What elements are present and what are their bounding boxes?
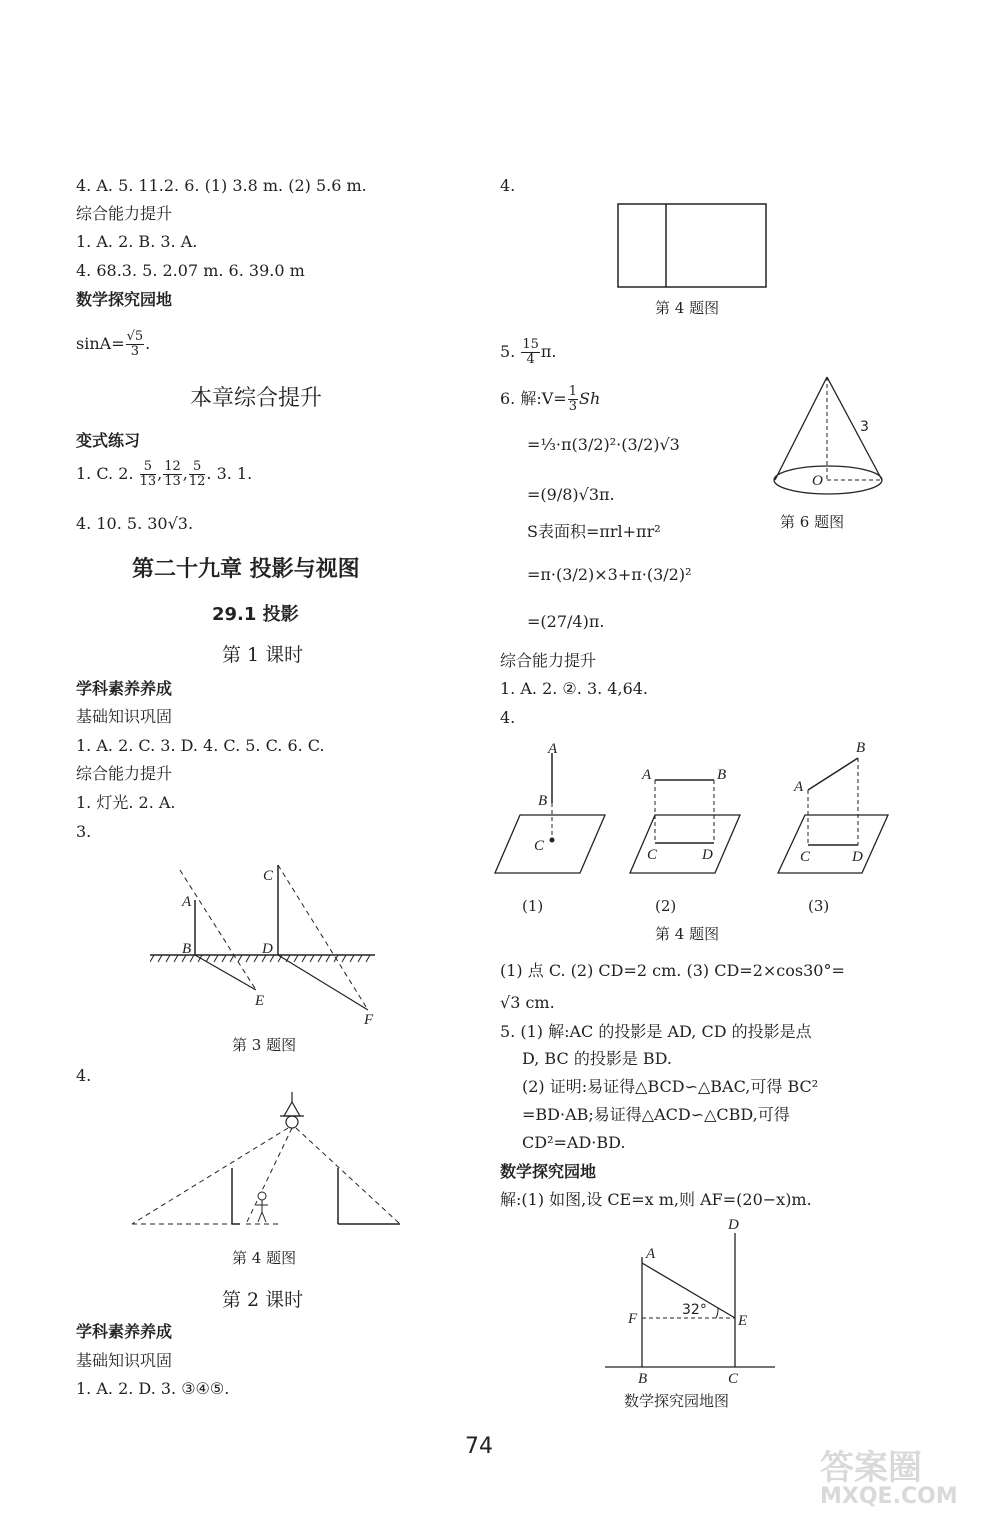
projection-figures <box>490 735 890 885</box>
sub-figure-label: (2) <box>655 897 677 915</box>
answer-line: 1. A. 2. ②. 3. 4,64. <box>500 679 649 698</box>
svg-text:C: C <box>800 849 811 865</box>
svg-text:C: C <box>534 838 545 854</box>
watermark-logo: 答案圈 <box>820 1448 922 1488</box>
answer-line: =BD·AB;易证得△ACD∽△CBD,可得 <box>522 1105 790 1124</box>
formula-step: =(27/4)π. <box>527 612 605 631</box>
svg-text:E: E <box>738 1313 748 1329</box>
formula-lhs: sinA= <box>76 334 125 353</box>
answer-line: 5. (1) 解:AC 的投影是 AD, CD 的投影是点 <box>500 1022 812 1041</box>
formula-step: =⅓·π(3/2)²·(3/2)√3 <box>527 435 680 454</box>
answer-line: 1. A. 2. D. 3. ③④⑤. <box>76 1379 230 1398</box>
svg-text:E: E <box>255 993 265 1009</box>
svg-text:C: C <box>263 868 274 884</box>
answer-line: 5. $\frac{15}{4}$ π. <box>500 337 557 367</box>
lamp-shadow-diagram <box>128 1092 408 1232</box>
figure-caption: 数学探究园地图 <box>624 1392 730 1410</box>
section-title: 29.1 投影 <box>212 604 299 625</box>
answer-line: 4. 10. 5. 30√3. <box>76 514 194 533</box>
sub-figure-label: (3) <box>808 897 830 915</box>
svg-text:D: D <box>702 847 713 863</box>
svg-text:D: D <box>262 941 273 957</box>
svg-text:C: C <box>728 1371 739 1385</box>
cone-center-label: O <box>812 473 823 489</box>
figure-caption: 第 3 题图 <box>232 1036 297 1054</box>
answer-line: 1. 灯光. 2. A. <box>76 793 176 812</box>
answer-line: 4. <box>76 1066 92 1085</box>
figure-caption: 第 4 题图 <box>232 1249 297 1267</box>
subsection-label: 综合能力提升 <box>76 764 173 783</box>
answer-line: 4. A. 5. 11.2. 6. (1) 3.8 m. (2) 5.6 m. <box>76 176 367 195</box>
svg-text:B: B <box>538 793 548 809</box>
figure-caption: 第 6 题图 <box>780 513 845 531</box>
svg-text:F: F <box>628 1311 638 1327</box>
chapter-summary-title: 本章综合提升 <box>190 386 323 411</box>
section-label: 变式练习 <box>76 431 141 450</box>
view-rectangle-figure <box>616 202 770 292</box>
answer-line: D, BC 的投影是 BD. <box>522 1049 673 1068</box>
subsection-label: 基础知识巩固 <box>76 1351 173 1370</box>
lesson-title: 第 2 课时 <box>222 1289 304 1311</box>
svg-text:B: B <box>717 767 727 783</box>
answer-line: (2) 证明:易证得△BCD∽△BAC,可得 BC² <box>522 1077 819 1096</box>
answer-line: (1) 点 C. (2) CD=2 cm. (3) CD=2×cos30°= <box>500 961 845 980</box>
section-label: 数学探究园地 <box>76 290 173 309</box>
svg-text:F: F <box>364 1012 374 1028</box>
svg-text:B: B <box>182 941 192 957</box>
lesson-title: 第 1 课时 <box>222 644 304 666</box>
svg-text:A: A <box>642 767 652 783</box>
sub-figure-label: (1) <box>522 897 544 915</box>
answer-line: 解:(1) 如图,设 CE=x m,则 AF=(20−x)m. <box>500 1190 812 1209</box>
section-label: 数学探究园地 <box>500 1162 597 1181</box>
cone-figure <box>770 372 890 502</box>
svg-text:B: B <box>856 740 866 756</box>
chapter-title: 第二十九章 投影与视图 <box>132 557 360 582</box>
formula-step: =(9/8)√3π. <box>527 485 615 504</box>
answer-line: 6. 解:V= $\frac{1}{3}$ Sh <box>500 384 601 414</box>
fraction: $\frac{√5}{3}$ <box>126 329 144 359</box>
watermark-url: MXQE.COM <box>820 1484 958 1509</box>
formula-step: =π·(3/2)×3+π·(3/2)² <box>527 565 692 584</box>
formula-step: S表面积=πrl+πr² <box>527 522 661 541</box>
svg-text:A: A <box>548 741 558 757</box>
subsection-label: 基础知识巩固 <box>76 707 173 726</box>
answer-line: 3. <box>76 822 92 841</box>
svg-text:A: A <box>646 1246 656 1262</box>
angle-label: 32° <box>682 1302 707 1318</box>
section-label: 学科素养养成 <box>76 679 173 698</box>
subsection-label: 综合能力提升 <box>500 651 597 670</box>
svg-text:A: A <box>182 894 192 910</box>
page-number: 74 <box>465 1434 493 1459</box>
exploration-figure <box>600 1215 780 1385</box>
answer-line: 1. A. 2. C. 3. D. 4. C. 5. C. 6. C. <box>76 736 325 755</box>
answer-line: √3 cm. <box>500 993 555 1012</box>
answer-line: 4. <box>500 708 516 727</box>
svg-text:D: D <box>728 1217 739 1233</box>
svg-text:C: C <box>647 847 658 863</box>
figure-caption: 第 4 题图 <box>655 925 720 943</box>
subsection-label: 综合能力提升 <box>76 204 173 223</box>
answer-line: 4. 68.3. 5. 2.07 m. 6. 39.0 m <box>76 261 305 280</box>
sin-formula: sinA= $\frac{√5}{3}$ . <box>76 329 151 359</box>
answer-line: 1. A. 2. B. 3. A. <box>76 232 198 251</box>
answer-line: CD²=AD·BD. <box>522 1133 626 1152</box>
answer-line: 1. C. 2. $\frac{5}{13}$ , $\frac{12}{13}$ , $\frac{5}{12}$ . 3. 1. <box>76 459 253 489</box>
cone-slant-label: 3 <box>860 419 869 435</box>
answer-line: 4. <box>500 176 516 195</box>
shadow-diagram <box>150 860 390 1030</box>
svg-text:A: A <box>794 779 804 795</box>
section-label: 学科素养养成 <box>76 1322 173 1341</box>
svg-text:B: B <box>638 1371 648 1385</box>
svg-text:D: D <box>852 849 863 865</box>
figure-caption: 第 4 题图 <box>655 299 720 317</box>
